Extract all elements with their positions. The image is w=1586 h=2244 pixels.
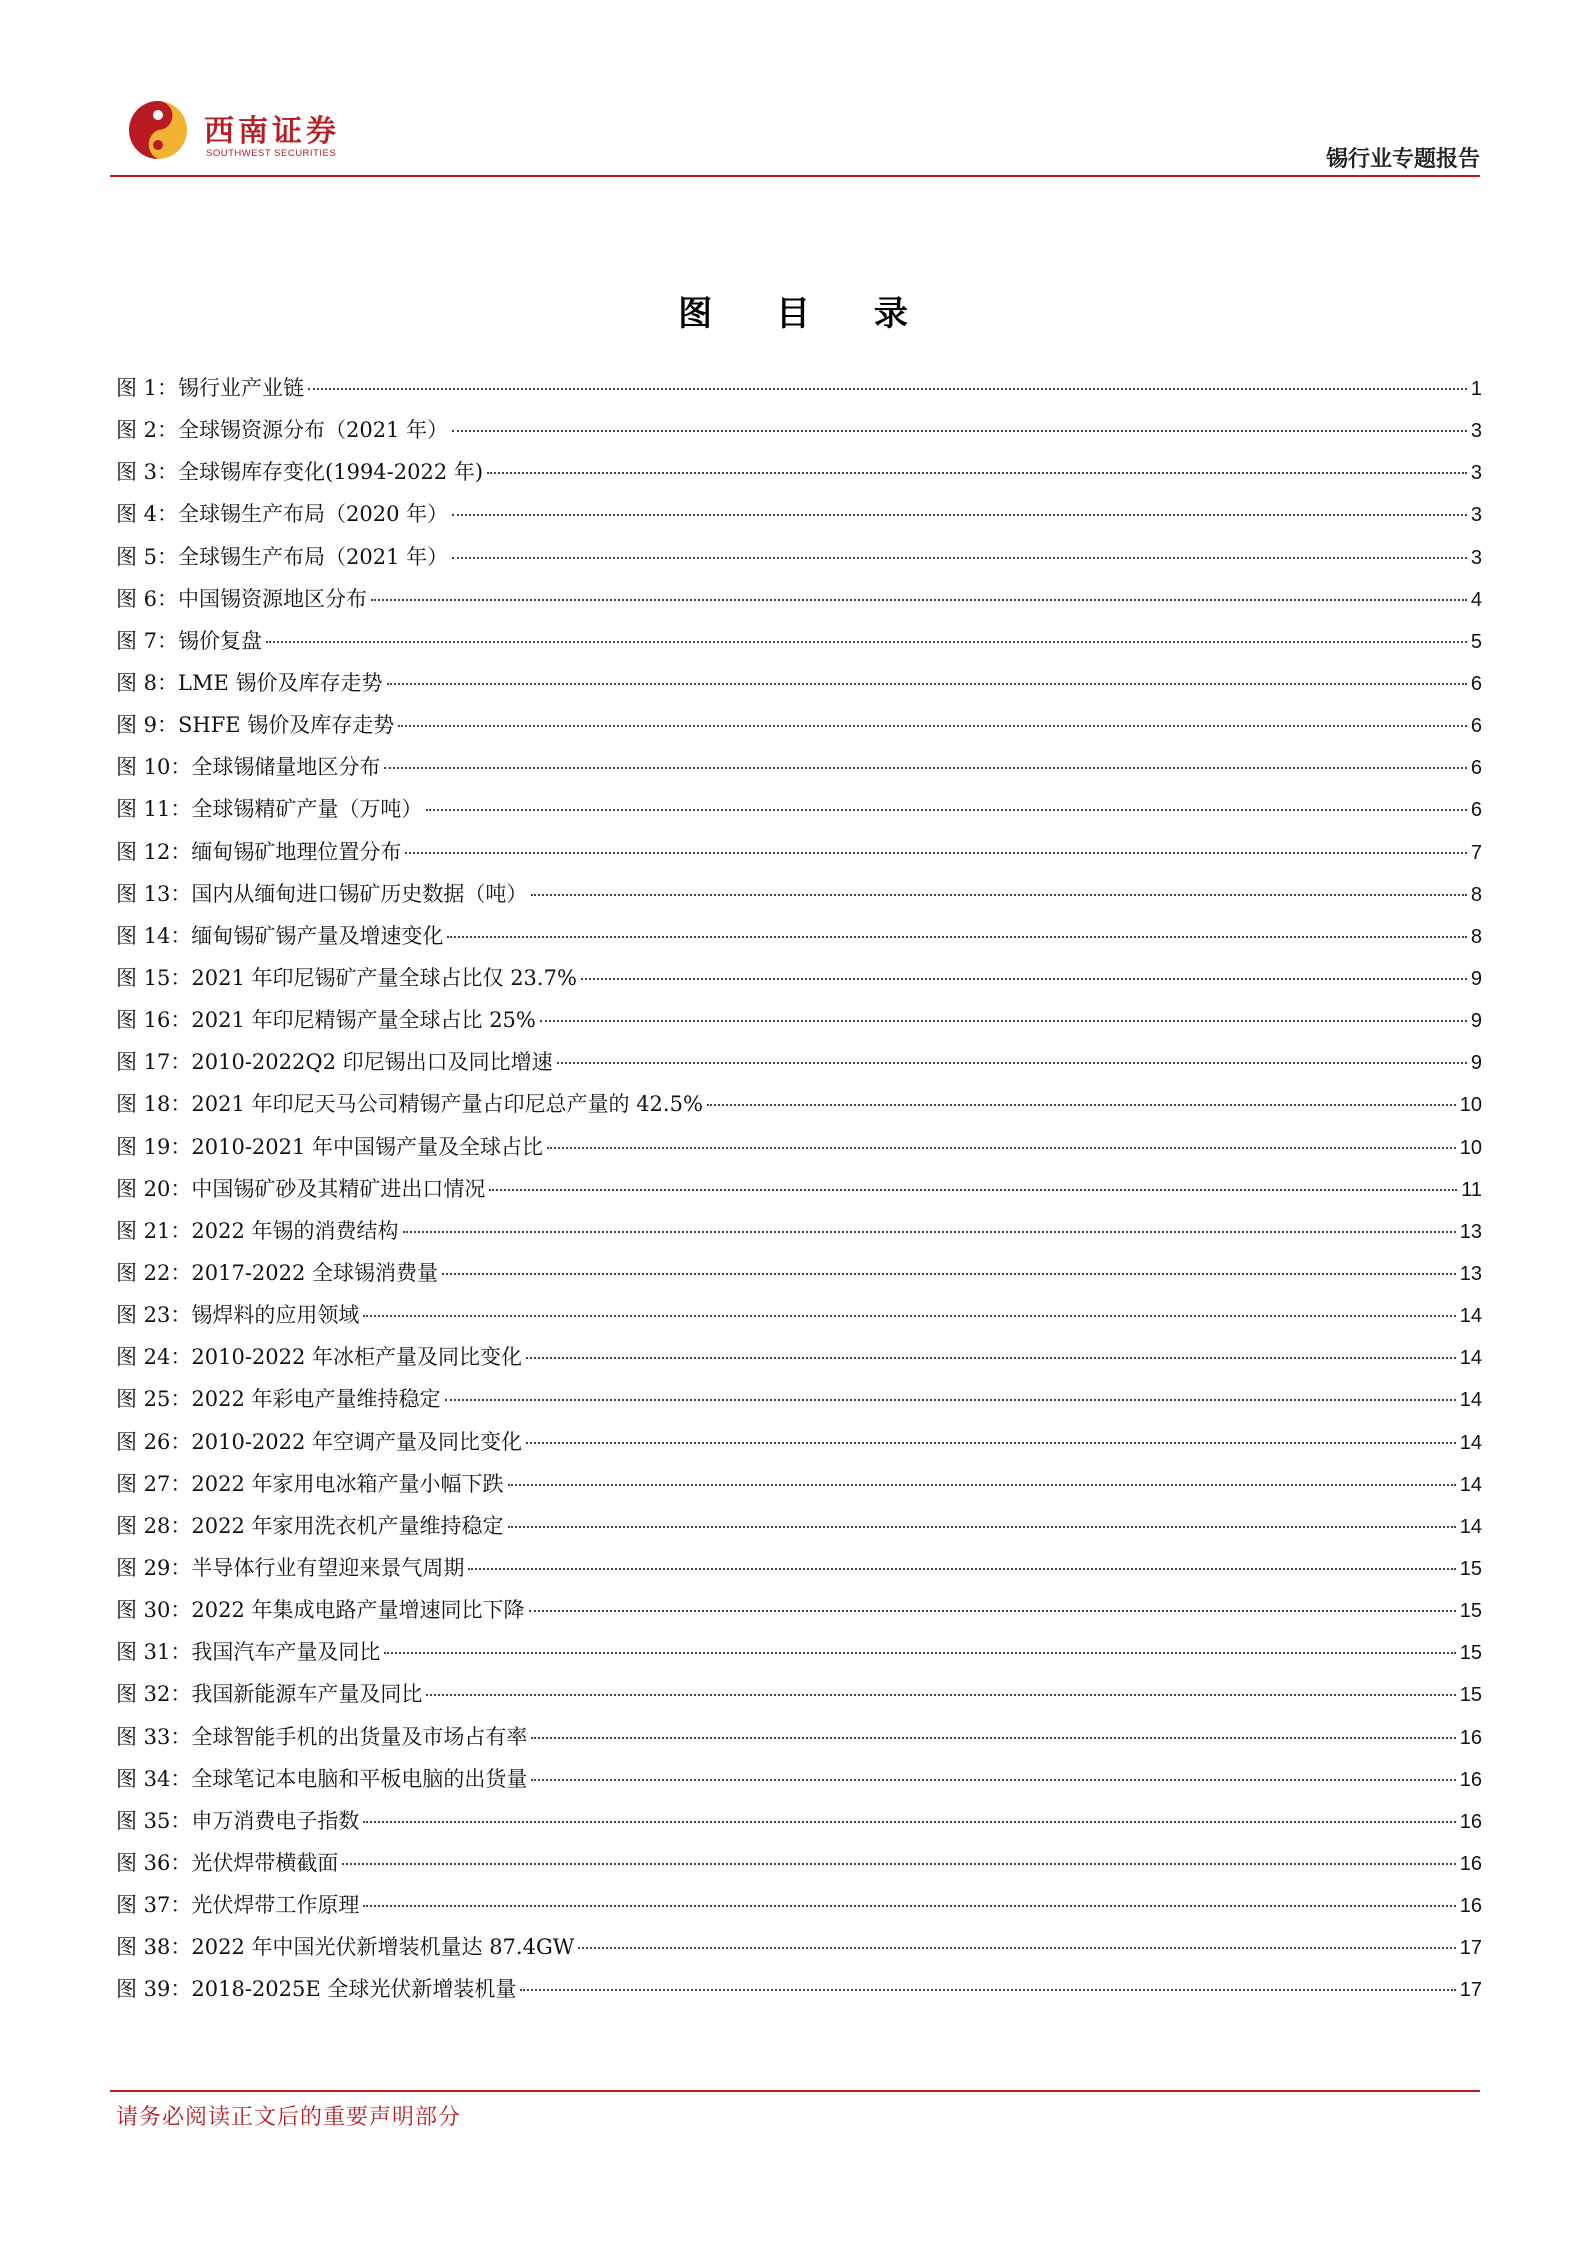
toc-leader-dots <box>384 1652 1455 1654</box>
table-of-figures <box>116 372 1482 2015</box>
toc-entry[interactable] <box>116 1468 1482 1510</box>
toc-leader-dots <box>452 557 1467 559</box>
toc-entry-page: 3 <box>1470 420 1482 443</box>
toc-entry-page: 10 <box>1459 1136 1482 1159</box>
toc-entry-page: 3 <box>1470 462 1482 485</box>
toc-leader-dots <box>426 1694 1455 1696</box>
toc-leader-dots <box>363 1315 1455 1317</box>
toc-entry[interactable] <box>116 1383 1482 1425</box>
toc-leader-dots <box>520 1989 1455 1991</box>
toc-entry[interactable] <box>116 1552 1482 1594</box>
toc-entry-label: 图 37：光伏焊带工作原理 <box>116 1893 360 1918</box>
logo-emblem-icon <box>122 92 200 170</box>
toc-leader-dots <box>371 599 1467 601</box>
toc-entry-label: 图 30：2022 年集成电路产量增速同比下降 <box>116 1598 525 1623</box>
toc-entry[interactable] <box>116 1510 1482 1552</box>
toc-leader-dots <box>363 1821 1455 1823</box>
toc-entry-page: 3 <box>1470 504 1482 527</box>
toc-leader-dots <box>398 725 1467 727</box>
toc-leader-dots <box>707 1104 1456 1106</box>
toc-leader-dots <box>445 1399 1456 1401</box>
toc-entry[interactable] <box>116 1257 1482 1299</box>
toc-entry-page: 6 <box>1470 672 1482 695</box>
toc-leader-dots <box>384 767 1466 769</box>
toc-entry[interactable] <box>116 1215 1482 1257</box>
toc-entry[interactable] <box>116 1426 1482 1468</box>
toc-entry-page: 13 <box>1459 1220 1482 1243</box>
toc-leader-dots <box>363 1905 1455 1907</box>
toc-leader-dots <box>526 1357 1456 1359</box>
toc-leader-dots <box>308 388 1467 390</box>
toc-leader-dots <box>442 1273 1456 1275</box>
toc-entry-page: 14 <box>1459 1431 1482 1454</box>
toc-leader-dots <box>489 1189 1457 1191</box>
toc-entry-page: 16 <box>1459 1768 1482 1791</box>
toc-entry-page: 14 <box>1459 1389 1482 1412</box>
toc-entry-label: 图 13：国内从缅甸进口锡矿历史数据（吨） <box>116 881 528 906</box>
toc-leader-dots <box>508 1526 1456 1528</box>
toc-entry-label: 图 32：我国新能源车产量及同比 <box>116 1682 423 1707</box>
toc-entry[interactable] <box>116 1004 1482 1046</box>
toc-entry-page: 14 <box>1459 1305 1482 1328</box>
toc-entry[interactable] <box>116 625 1482 667</box>
toc-entry-label: 图 21：2022 年锡的消费结构 <box>116 1218 399 1243</box>
toc-entry-label: 图 5：全球锡生产布局（2021 年） <box>116 544 449 569</box>
toc-entry-page: 9 <box>1470 1052 1482 1075</box>
toc-entry[interactable] <box>116 1636 1482 1678</box>
toc-entry[interactable] <box>116 498 1482 540</box>
toc-leader-dots <box>405 852 1466 854</box>
header-divider <box>110 175 1480 177</box>
toc-entry[interactable] <box>116 541 1482 583</box>
toc-entry[interactable] <box>116 1763 1482 1805</box>
toc-entry-page: 1 <box>1470 378 1482 400</box>
toc-entry[interactable] <box>116 1088 1482 1130</box>
toc-entry-label: 图 22：2017-2022 全球锡消费量 <box>116 1260 439 1285</box>
toc-entry[interactable] <box>116 667 1482 709</box>
toc-entry-label: 图 14：缅甸锡矿锡产量及增速变化 <box>116 923 444 948</box>
toc-leader-dots <box>529 1610 1456 1612</box>
toc-leader-dots <box>266 641 1467 643</box>
toc-entry-label: 图 26：2010-2022 年空调产量及同比变化 <box>116 1429 523 1454</box>
toc-leader-dots <box>387 683 1467 685</box>
toc-entry-label: 图 31：我国汽车产量及同比 <box>116 1640 381 1665</box>
toc-entry-label: 图 36：光伏焊带横截面 <box>116 1850 339 1875</box>
company-logo <box>122 92 442 172</box>
toc-entry[interactable] <box>116 1721 1482 1763</box>
toc-leader-dots <box>547 1147 1456 1149</box>
toc-entry-label: 图 33：全球智能手机的出货量及市场占有率 <box>116 1724 528 1749</box>
footer-disclaimer: 请务必阅读正文后的重要声明部分 <box>116 2105 462 2130</box>
toc-entry-page: 6 <box>1470 799 1482 822</box>
toc-entry[interactable] <box>116 751 1482 793</box>
toc-entry[interactable] <box>116 1341 1482 1383</box>
toc-entry-label: 图 4：全球锡生产布局（2020 年） <box>116 502 449 527</box>
footer-divider <box>110 2090 1480 2092</box>
toc-entry[interactable] <box>116 456 1482 498</box>
toc-entry-label: 图 20：中国锡矿砂及其精矿进出口情况 <box>116 1176 486 1201</box>
toc-entry-page: 5 <box>1470 630 1482 653</box>
toc-entry-page: 6 <box>1470 757 1482 780</box>
toc-entry-label: 图 9：SHFE 锡价及库存走势 <box>116 713 395 738</box>
toc-entry[interactable] <box>116 1931 1482 1973</box>
toc-leader-dots <box>578 1947 1455 1949</box>
toc-entry-label: 图 10：全球锡储量地区分布 <box>116 755 381 780</box>
toc-entry-page: 14 <box>1459 1347 1482 1370</box>
toc-entry[interactable] <box>116 1973 1482 2015</box>
toc-entry-page: 15 <box>1459 1600 1482 1623</box>
report-type: 锡行业专题报告 <box>1325 146 1480 172</box>
toc-entry-page: 13 <box>1459 1262 1482 1285</box>
toc-entry-page: 17 <box>1459 1937 1482 1960</box>
toc-leader-dots <box>403 1231 1456 1233</box>
toc-leader-dots <box>452 514 1467 516</box>
toc-entry-label: 图 1：锡行业产业链 <box>116 376 305 400</box>
toc-entry-label: 图 23：锡焊料的应用领域 <box>116 1303 360 1328</box>
toc-entry-page: 16 <box>1459 1726 1482 1749</box>
toc-entry-page: 3 <box>1470 546 1482 569</box>
toc-entry-page: 6 <box>1470 715 1482 738</box>
toc-entry[interactable] <box>116 1889 1482 1931</box>
toc-leader-dots <box>508 1484 1456 1486</box>
toc-leader-dots <box>540 1020 1467 1022</box>
toc-entry-label: 图 17：2010-2022Q2 印尼锡出口及同比增速 <box>116 1050 553 1075</box>
toc-entry-label: 图 16：2021 年印尼精锡产量全球占比 25% <box>116 1008 536 1033</box>
toc-entry[interactable] <box>116 962 1482 1004</box>
toc-entry[interactable] <box>116 1131 1482 1173</box>
toc-entry-label: 图 11：全球锡精矿产量（万吨） <box>116 797 423 822</box>
toc-entry-page: 14 <box>1459 1515 1482 1538</box>
toc-entry-page: 11 <box>1461 1178 1482 1201</box>
toc-entry-page: 8 <box>1470 883 1482 906</box>
toc-entry-page: 8 <box>1470 925 1482 948</box>
toc-entry-page: 14 <box>1459 1473 1482 1496</box>
toc-entry[interactable] <box>116 1594 1482 1636</box>
toc-leader-dots <box>447 936 1466 938</box>
logo-en-text: SOUTHWEST SECURITIES <box>206 148 337 159</box>
toc-entry-label: 图 38：2022 年中国光伏新增装机量达 87.4GW <box>116 1935 575 1960</box>
toc-entry-label: 图 28：2022 年家用洗衣机产量维持稳定 <box>116 1513 504 1538</box>
toc-entry-page: 15 <box>1459 1684 1482 1707</box>
toc-entry-label: 图 27：2022 年家用电冰箱产量小幅下跌 <box>116 1471 504 1496</box>
toc-entry[interactable] <box>116 1046 1482 1088</box>
toc-entry[interactable] <box>116 1805 1482 1847</box>
toc-entry-page: 9 <box>1470 967 1482 990</box>
toc-entry-label: 图 18：2021 年印尼天马公司精锡产量占印尼总产量的 42.5% <box>116 1092 703 1117</box>
logo-cn-text: 西南证券 <box>204 114 340 149</box>
toc-entry[interactable] <box>116 878 1482 920</box>
toc-entry-label: 图 2：全球锡资源分布（2021 年） <box>116 418 449 443</box>
toc-entry-label: 图 35：申万消费电子指数 <box>116 1808 360 1833</box>
toc-entry-page: 17 <box>1459 1979 1482 2002</box>
toc-entry-label: 图 15：2021 年印尼锡矿产量全球占比仅 23.7% <box>116 965 577 990</box>
toc-leader-dots <box>557 1062 1467 1064</box>
toc-leader-dots <box>531 1779 1455 1781</box>
toc-entry[interactable] <box>116 793 1482 835</box>
toc-entry[interactable] <box>116 1299 1482 1341</box>
toc-entry[interactable] <box>116 920 1482 962</box>
page-title: 图 目 录 <box>678 294 934 334</box>
toc-entry-page: 15 <box>1459 1642 1482 1665</box>
toc-leader-dots <box>531 894 1466 896</box>
toc-entry[interactable] <box>116 1173 1482 1215</box>
toc-entry-label: 图 34：全球笔记本电脑和平板电脑的出货量 <box>116 1766 528 1791</box>
toc-entry-label: 图 39：2018-2025E 全球光伏新增装机量 <box>116 1977 517 2002</box>
toc-entry-label: 图 29：半导体行业有望迎来景气周期 <box>116 1555 465 1580</box>
toc-entry[interactable] <box>116 709 1482 751</box>
toc-leader-dots <box>468 1568 1455 1570</box>
toc-entry-label: 图 25：2022 年彩电产量维持稳定 <box>116 1387 441 1412</box>
toc-entry[interactable] <box>116 1678 1482 1720</box>
toc-entry-page: 9 <box>1470 1010 1482 1033</box>
toc-entry-page: 16 <box>1459 1895 1482 1918</box>
toc-entry-page: 7 <box>1470 841 1482 864</box>
page-header <box>110 92 1480 180</box>
toc-entry-label: 图 6：中国锡资源地区分布 <box>116 586 368 611</box>
toc-entry[interactable] <box>116 414 1482 456</box>
toc-entry-page: 10 <box>1459 1094 1482 1117</box>
toc-entry-page: 16 <box>1459 1852 1482 1875</box>
toc-entry-label: 图 12：缅甸锡矿地理位置分布 <box>116 839 402 864</box>
toc-entry[interactable] <box>116 836 1482 878</box>
toc-entry-page: 16 <box>1459 1810 1482 1833</box>
toc-entry-label: 图 8：LME 锡价及库存走势 <box>116 670 383 695</box>
toc-entry-label: 图 24：2010-2022 年冰柜产量及同比变化 <box>116 1345 523 1370</box>
toc-entry-label: 图 7：锡价复盘 <box>116 628 263 653</box>
toc-entry[interactable] <box>116 372 1482 414</box>
toc-leader-dots <box>342 1863 1455 1865</box>
toc-entry-label: 图 3：全球锡库存变化(1994-2022 年) <box>116 460 484 485</box>
toc-leader-dots <box>452 430 1467 432</box>
toc-leader-dots <box>487 472 1467 474</box>
toc-leader-dots <box>581 978 1467 980</box>
toc-entry[interactable] <box>116 583 1482 625</box>
toc-entry[interactable] <box>116 1847 1482 1889</box>
toc-entry-label: 图 19：2010-2021 年中国锡产量及全球占比 <box>116 1134 544 1159</box>
toc-leader-dots <box>426 809 1466 811</box>
toc-entry-page: 4 <box>1470 588 1482 611</box>
toc-leader-dots <box>526 1442 1456 1444</box>
toc-entry-page: 15 <box>1459 1557 1482 1580</box>
toc-leader-dots <box>531 1737 1455 1739</box>
